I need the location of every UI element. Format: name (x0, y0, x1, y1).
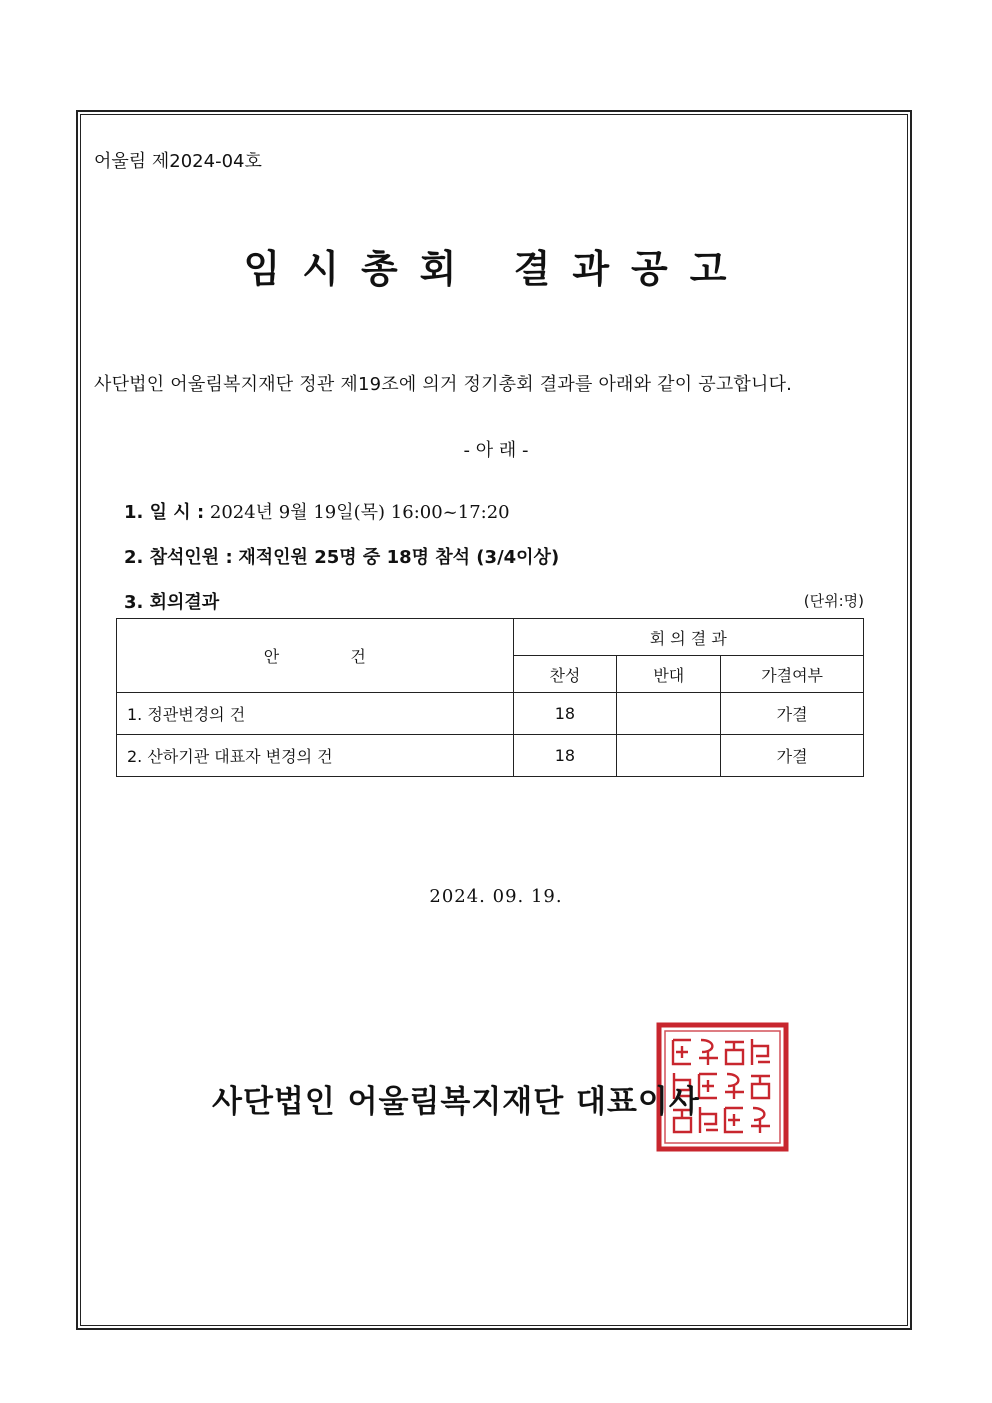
header-pass: 가결여부 (721, 656, 864, 693)
row-against (617, 693, 721, 735)
unit-label: (단위:명) (803, 592, 864, 610)
table-header-row (117, 619, 864, 656)
document-title: 임시총회 결과공고 (243, 247, 749, 291)
table-row (117, 693, 864, 735)
result-heading-line (124, 588, 219, 614)
header-result: 회 의 결 과 (513, 619, 864, 656)
result-table (116, 618, 864, 777)
row-for: 18 (513, 693, 617, 735)
row-pass: 가결 (721, 735, 864, 777)
row-agenda: 1. 정관변경의 건 (117, 693, 514, 735)
attendance-value: 재적인원 25명 중 18명 참석 (3/4이상) (238, 547, 560, 568)
document-number: 어울림 제2024-04호 (94, 151, 262, 172)
seal-glyph (673, 1040, 691, 1064)
seal-glyph (725, 1074, 744, 1099)
seal-glyph (699, 1074, 717, 1098)
meeting-date-line (124, 498, 510, 524)
seal-glyph (700, 1107, 718, 1133)
intro-text: 사단법인 어울림복지재단 정관 제19조에 의거 정기총회 결과를 아래와 같이 공고합니다. (94, 374, 793, 395)
row-for: 18 (513, 735, 617, 777)
attendance-line (124, 543, 559, 569)
result-heading: 3. 회의결과 (124, 592, 220, 613)
header-agenda: 안 건 (117, 619, 514, 693)
seal-glyph (725, 1108, 743, 1132)
below-heading: - 아 래 - (463, 440, 529, 461)
seal-glyph (699, 1040, 718, 1065)
signature-line: 사단법인 어울림복지재단 대표이사 (212, 1084, 700, 1120)
document-date: 2024. 09. 19. (429, 886, 563, 907)
seal-glyph (751, 1076, 770, 1098)
meeting-date-label: 1. 일 시 : (124, 502, 205, 523)
table-row (117, 735, 864, 777)
seal-glyph (752, 1039, 770, 1065)
seal-glyph (751, 1108, 770, 1133)
row-agenda: 2. 산하기관 대표자 변경의 건 (117, 735, 514, 777)
row-pass: 가결 (721, 693, 864, 735)
attendance-label: 2. 참석인원 : (124, 547, 233, 568)
row-against (617, 735, 721, 777)
header-for: 찬성 (513, 656, 617, 693)
meeting-date-value: 2024년 9월 19일(목) 16:00~17:20 (209, 502, 510, 523)
seal-glyph (725, 1042, 744, 1064)
header-against: 반대 (617, 656, 721, 693)
